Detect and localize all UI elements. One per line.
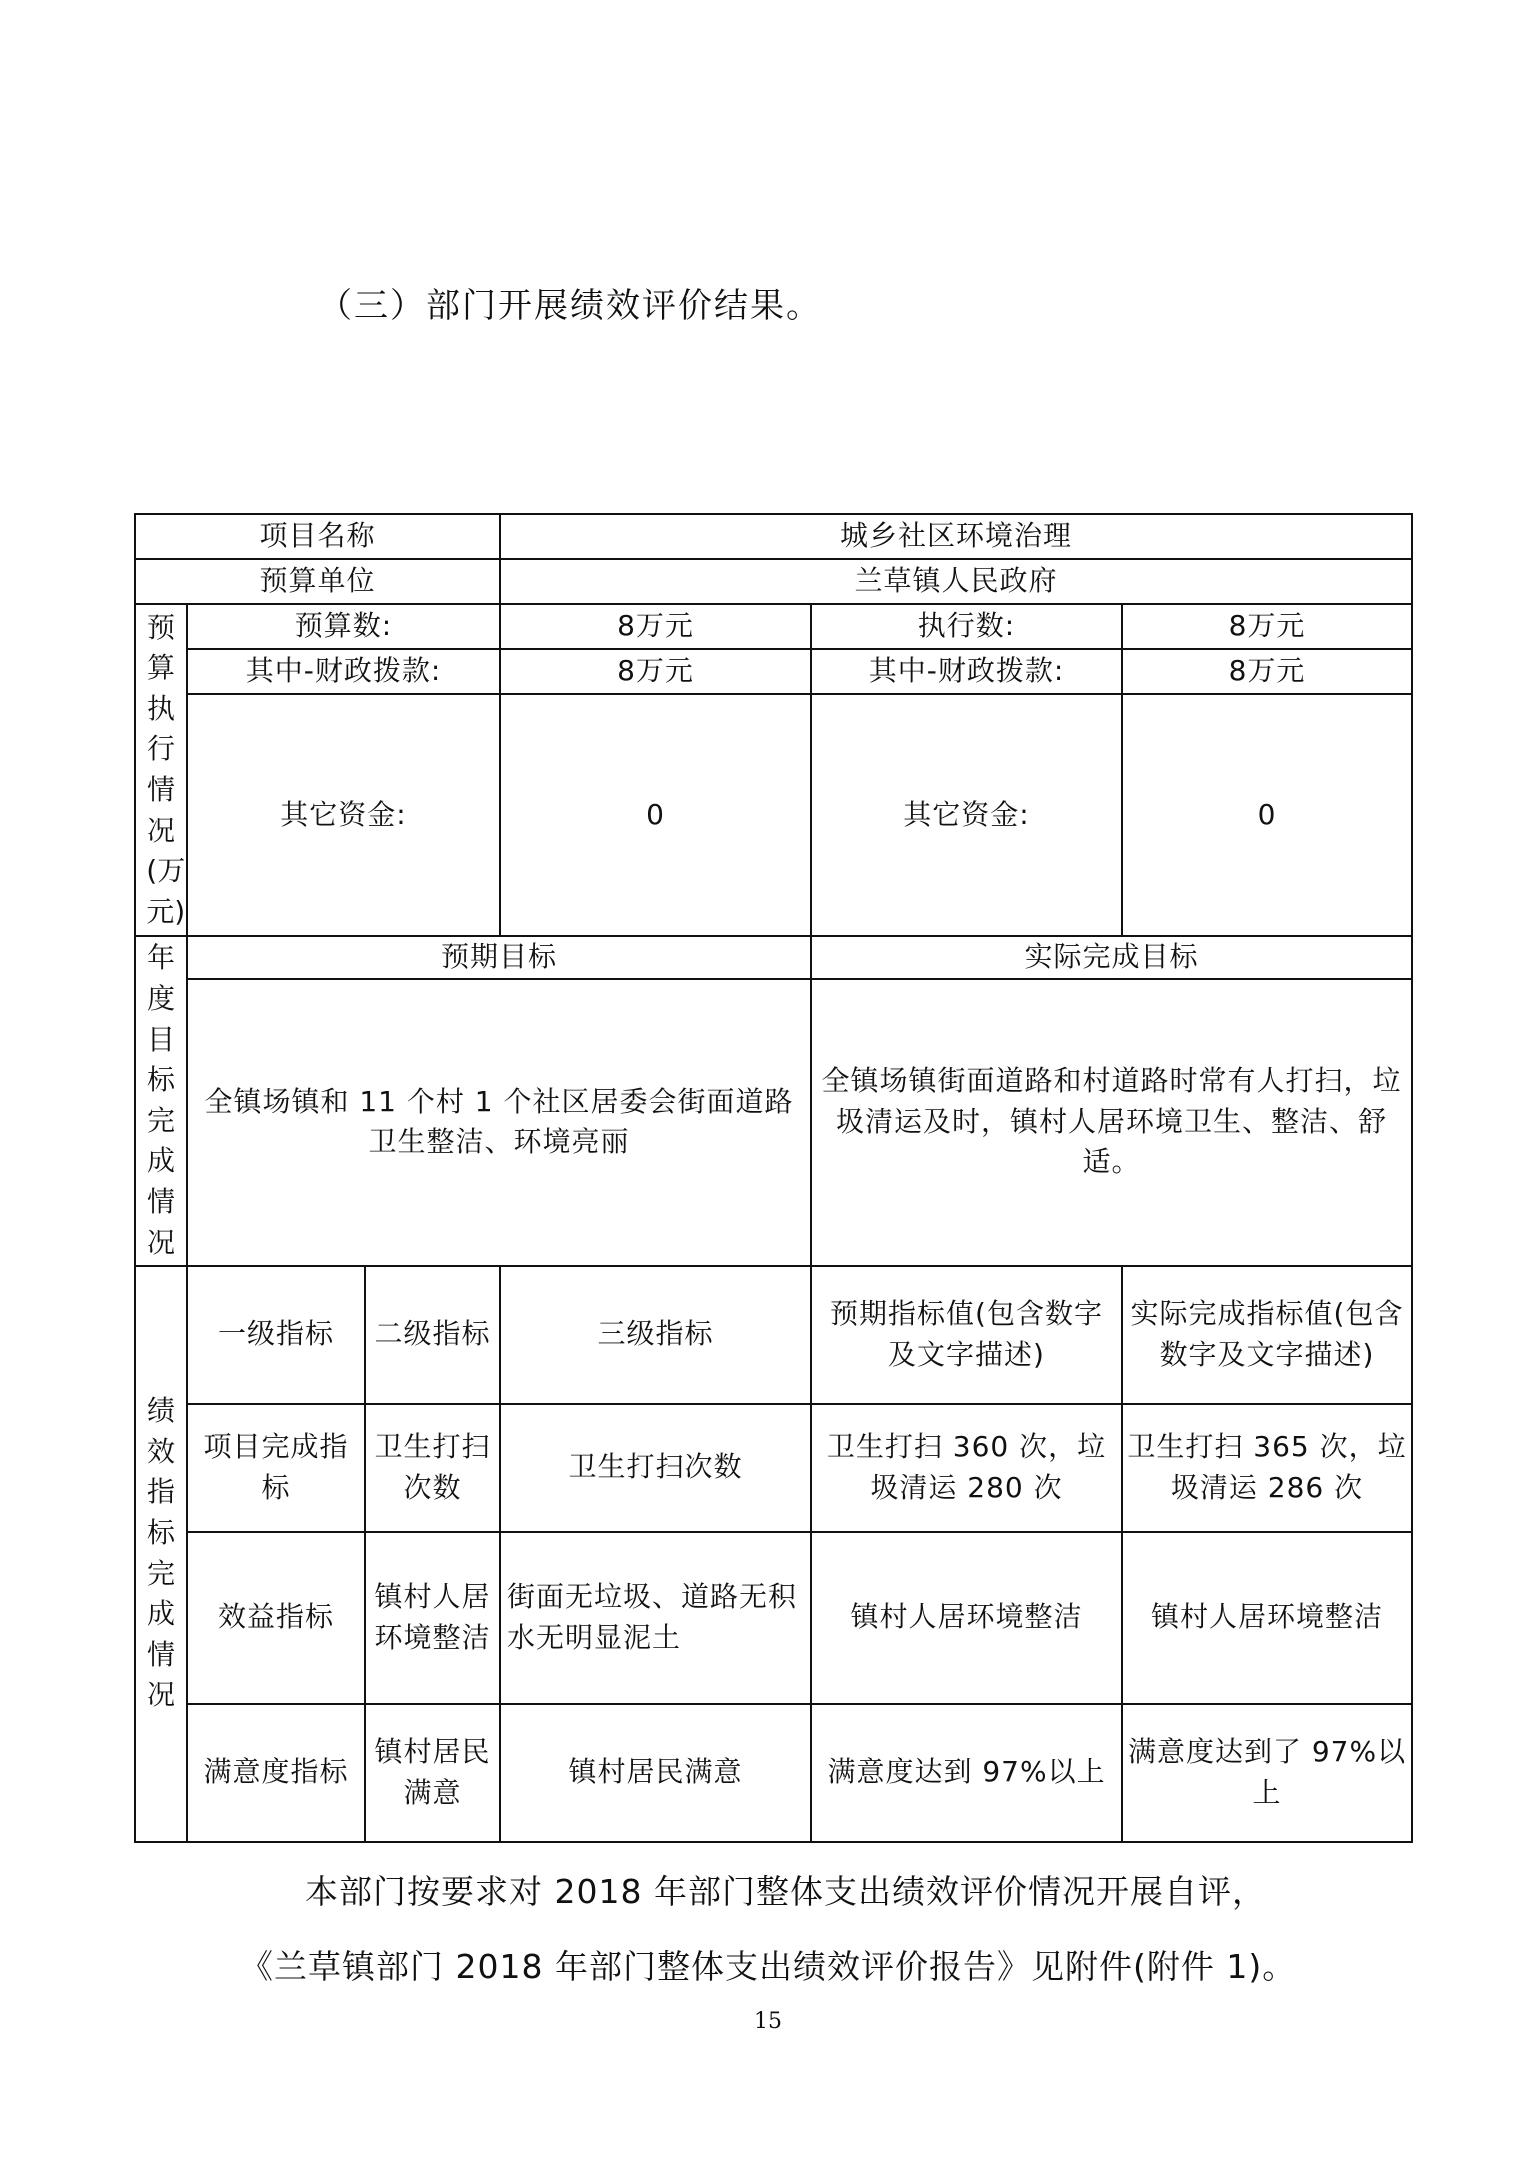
page-number: 15 <box>754 2009 782 2034</box>
indicator-cell-actual: 卫生打扫 365 次，垃圾清运 286 次 <box>1122 1404 1412 1532</box>
indicator-cell-level3: 街面无垃圾、道路无积水无明显泥土 <box>500 1532 811 1704</box>
indicator-header-level1: 一级指标 <box>187 1266 365 1404</box>
indicator-cell-level2: 卫生打扫次数 <box>365 1404 500 1532</box>
indicator-cell-actual: 满意度达到了 97%以上 <box>1122 1704 1412 1842</box>
indicator-cell-actual: 镇村人居环境整洁 <box>1122 1532 1412 1704</box>
budget-unit-label: 预算单位 <box>135 559 500 604</box>
project-name-label: 项目名称 <box>135 514 500 559</box>
budget-unit-row <box>135 559 1412 604</box>
budget-section-label-text: 预算执行情况(万元) <box>146 610 186 928</box>
perf-section-label-text: 绩效指标完成情况 <box>146 1394 175 1712</box>
indicator-header-level3: 三级指标 <box>500 1266 811 1404</box>
fiscal-label-executed: 其中-财政拨款: <box>811 649 1122 694</box>
indicator-header-level2: 二级指标 <box>365 1266 500 1404</box>
indicator-cell-level1: 效益指标 <box>187 1532 365 1704</box>
paragraph-self-evaluation: 本部门按要求对 2018 年部门整体支出绩效评价情况开展自评， <box>305 1872 1266 1911</box>
budget-amount-label: 预算数: <box>187 604 500 649</box>
paragraph-report-reference: 《兰草镇部门 2018 年部门整体支出绩效评价报告》见附件(附件 1)。 <box>240 1947 1297 1986</box>
actual-goal-label: 实际完成目标 <box>811 936 1412 979</box>
other-funds-value-executed: 0 <box>1122 694 1412 936</box>
indicator-cell-level3: 镇村居民满意 <box>500 1704 811 1842</box>
other-funds-label-budget: 其它资金: <box>187 694 500 936</box>
annual-goal-content-row <box>135 979 1412 1266</box>
expected-goal-text: 全镇场镇和 11 个村 1 个社区居委会街面道路卫生整洁、环境亮丽 <box>187 979 811 1266</box>
fiscal-value-executed: 8万元 <box>1122 649 1412 694</box>
indicator-cell-expected: 满意度达到 97%以上 <box>811 1704 1122 1842</box>
fiscal-value-budget: 8万元 <box>500 649 811 694</box>
table-row <box>135 1404 1412 1532</box>
indicator-cell-level1: 满意度指标 <box>187 1704 365 1842</box>
indicator-header-row <box>135 1266 1412 1404</box>
other-funds-label-executed: 其它资金: <box>811 694 1122 936</box>
perf-section-label <box>135 1266 187 1842</box>
budget-amount-value: 8万元 <box>500 604 811 649</box>
indicator-cell-expected: 镇村人居环境整洁 <box>811 1532 1122 1704</box>
indicator-cell-level1: 项目完成指标 <box>187 1404 365 1532</box>
indicator-header-expected: 预期指标值(包含数字及文字描述) <box>811 1266 1122 1404</box>
annual-section-label <box>135 936 187 1266</box>
table-row <box>135 1532 1412 1704</box>
performance-evaluation-table <box>134 513 1413 1843</box>
project-name-row <box>135 514 1412 559</box>
budget-unit-value: 兰草镇人民政府 <box>500 559 1412 604</box>
table-row <box>135 1704 1412 1842</box>
other-funds-value-budget: 0 <box>500 694 811 936</box>
annual-goal-header-row <box>135 936 1412 979</box>
indicator-cell-level3: 卫生打扫次数 <box>500 1404 811 1532</box>
indicator-header-actual: 实际完成指标值(包含数字及文字描述) <box>1122 1266 1412 1404</box>
fiscal-allocation-row <box>135 649 1412 694</box>
other-funds-row <box>135 694 1412 936</box>
budget-amount-row <box>135 604 1412 649</box>
annual-section-label-text: 年度目标完成情况 <box>146 941 175 1259</box>
project-name-value: 城乡社区环境治理 <box>500 514 1412 559</box>
indicator-cell-level2: 镇村人居环境整洁 <box>365 1532 500 1704</box>
indicator-cell-level2: 镇村居民满意 <box>365 1704 500 1842</box>
executed-amount-value: 8万元 <box>1122 604 1412 649</box>
fiscal-label-budget: 其中-财政拨款: <box>187 649 500 694</box>
indicator-cell-expected: 卫生打扫 360 次，垃圾清运 280 次 <box>811 1404 1122 1532</box>
executed-amount-label: 执行数: <box>811 604 1122 649</box>
expected-goal-label: 预期目标 <box>187 936 811 979</box>
actual-goal-text: 全镇场镇街面道路和村道路时常有人打扫，垃圾清运及时，镇村人居环境卫生、整洁、舒适。 <box>811 979 1412 1266</box>
budget-section-label <box>135 604 187 936</box>
section-heading: （三）部门开展绩效评价结果。 <box>318 286 822 326</box>
